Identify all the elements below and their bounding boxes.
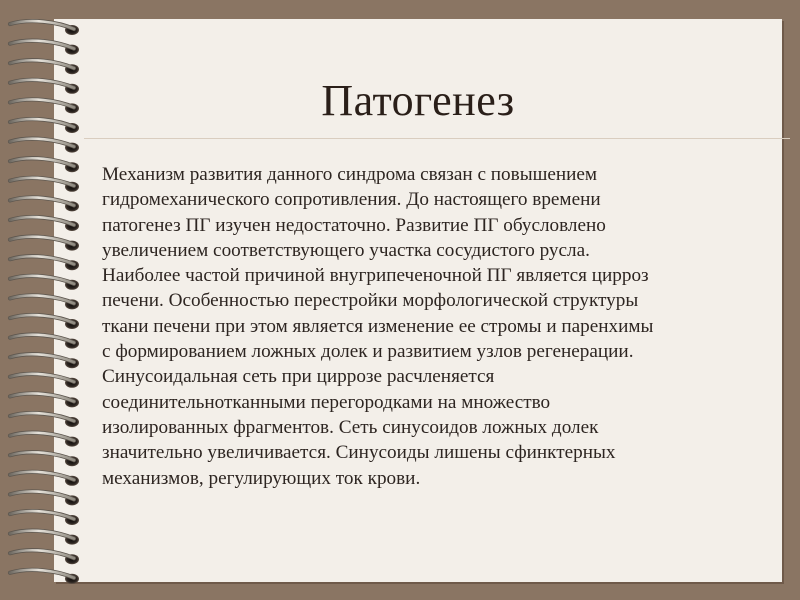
binding-ring <box>10 80 79 94</box>
binding-ring <box>10 60 79 74</box>
binding-ring <box>10 217 79 231</box>
title-divider <box>84 138 790 139</box>
binding-ring <box>10 452 79 466</box>
binding-ring <box>10 21 79 35</box>
body-line-10: соединительнотканными перегородками на множество <box>102 391 551 413</box>
binding-ring <box>10 178 79 192</box>
binding-ring <box>10 315 79 329</box>
binding-ring <box>10 256 79 270</box>
body-line-13: механизмов, регулирующих ток крови. <box>102 467 421 489</box>
binding-ring <box>10 139 79 153</box>
binding-ring <box>10 276 79 290</box>
slide-title: Патогенез <box>321 76 515 125</box>
body-line-11: изолированных фрагментов. Сеть синусоидов ложных долек <box>102 416 599 438</box>
binding-ring <box>10 295 79 309</box>
binding-ring <box>10 41 79 55</box>
body-line-2: гидромеханического сопротивления. До настоящего времени <box>102 189 601 211</box>
binding-ring <box>10 511 79 525</box>
body-line-6: печени. Особенностью перестройки морфологической структуры <box>102 290 639 312</box>
binding-ring <box>10 413 79 427</box>
body-line-8: с формированием ложных долек и развитием узлов регенерации. <box>102 341 634 363</box>
body-line-4: увеличением соответствующего участка сосудистого русла. <box>102 239 590 261</box>
binding-ring <box>10 197 79 211</box>
binding-ring <box>10 491 79 505</box>
body-line-1: Механизм развития данного синдрома связан с повышением <box>102 164 598 185</box>
binding-ring <box>10 158 79 172</box>
binding-ring <box>10 119 79 133</box>
binding-ring <box>10 531 79 545</box>
body-line-12: значительно увеличивается. Синусоиды лишены сфинктерных <box>102 442 616 464</box>
binding-ring <box>10 550 79 564</box>
notebook-page <box>54 19 782 582</box>
binding-ring <box>10 570 79 584</box>
body-line-5: Наиболее частой причиной внугрипеченочной ПГ является цирроз <box>102 265 649 287</box>
binding-ring <box>10 472 79 486</box>
binding-ring <box>10 433 79 447</box>
binding-ring <box>10 335 79 349</box>
body-line-7: ткани печени при этом является изменение ее стромы и паренхимы <box>102 315 654 337</box>
body-line-9: Синусоидальная сеть при циррозе расчленяется <box>102 366 495 388</box>
binding-ring <box>10 237 79 251</box>
body-line-3: патогенез ПГ изучен недостаточно. Развитие ПГ обусловлено <box>102 214 606 236</box>
binding-ring <box>10 99 79 113</box>
spiral-binding-icon <box>0 0 90 600</box>
binding-ring <box>10 354 79 368</box>
binding-ring <box>10 393 79 407</box>
slide-body <box>102 162 762 491</box>
binding-ring <box>10 374 79 388</box>
